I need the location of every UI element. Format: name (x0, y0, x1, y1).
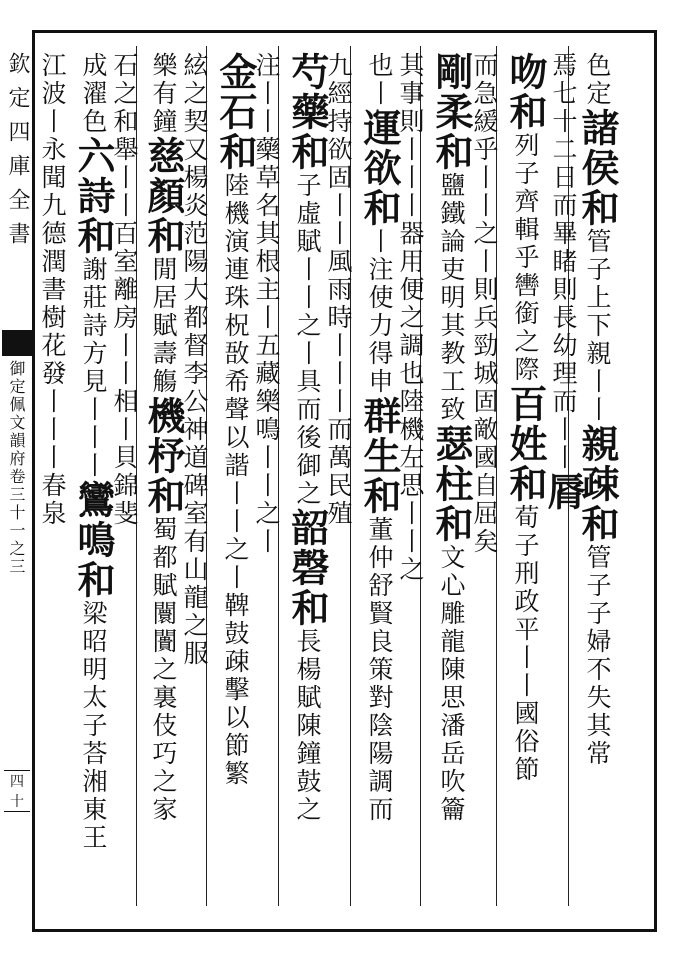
citation-text: 子虛賦丨丨之丨具而後御之 (293, 172, 322, 508)
citation-text: 管子子婦不失其常 (583, 544, 612, 768)
headword: 剛柔和 (429, 52, 474, 172)
citation-text: 蜀都賦闤闠之裏伎巧之家 (149, 516, 178, 824)
headword: 諸侯和 (575, 108, 620, 228)
citation-text: 長楊賦陳鐘鼓之 (293, 628, 322, 824)
citation-text: 荀子刑政平丨丨國俗節 (511, 504, 540, 784)
citation-text: 七十二日而畢睹 (549, 80, 578, 276)
headword: 百姓和 (503, 384, 548, 504)
citation-text: 焉 (549, 52, 578, 80)
citation-text: 石之和 (110, 52, 139, 136)
text-column (472, 52, 497, 556)
citation-text: 其事則丨丨丨器用便 (396, 52, 425, 304)
citation-text: 九經持欲固丨丨 (324, 52, 353, 248)
text-column (71, 52, 116, 852)
page-number: 四十 (4, 770, 30, 812)
text-column (285, 52, 330, 824)
book-title: 欽定四庫全書 (5, 52, 30, 256)
text-column (112, 52, 137, 528)
citation-text: 之調也陸機左思丨丨之 (396, 304, 425, 584)
citation-text: 舉丨丨 (110, 136, 139, 220)
headword: 芍藥和 (285, 52, 330, 172)
citation-text: 絃之契又楊炎范陽大都督李公神道碑室有山龍之服 (180, 52, 209, 668)
text-column (429, 52, 474, 824)
citation-text: 董仲舒賢良策對陰陽調而 (365, 516, 394, 824)
citation-text: 謝莊詩方見丨丨丨 (79, 256, 108, 480)
fishtail-mark (2, 330, 32, 356)
text-column (575, 52, 620, 768)
citation-text: 文心雕龍陳思潘岳吹籥 (437, 544, 466, 824)
citation-text: 則兵勁城固敵國自屈矣 (470, 276, 499, 556)
headword: 脣 (541, 472, 586, 512)
citation-text: 樂有鐘 (149, 52, 178, 136)
citation-text: 丨永聞九德潤 (38, 108, 67, 276)
citation-text: 風雨時丨丨丨而萬民殖 (324, 248, 353, 528)
citation-text: 閒居賦壽觴 (149, 256, 178, 396)
citation-text: 書樹花發丨丨丨春泉 (38, 276, 67, 528)
headword: 機杼和 (141, 396, 186, 516)
citation-text: 陸機演連珠柷敔希聲以諧丨丨之丨 (221, 172, 250, 592)
headword: 六詩和 (71, 136, 116, 256)
citation-text: 江波 (38, 52, 67, 108)
citation-text: 鹽鐵論吏明其教工致 (437, 172, 466, 424)
citation-text: 而急緩乎丨丨之丨 (470, 52, 499, 276)
citation-text: 色定 (583, 52, 612, 108)
citation-text: 則長幼理而丨丨 (549, 276, 578, 472)
citation-text: 梁昭明太子荅湘東王 (79, 600, 108, 852)
page-margin (2, 40, 32, 920)
text-column (541, 52, 586, 512)
citation-text: 成濯色 (79, 52, 108, 136)
citation-text: 也丨 (365, 52, 394, 108)
headword: 金石和 (213, 52, 258, 172)
headword: 運欲和 (357, 108, 402, 228)
headword: 親疎和 (575, 424, 620, 544)
text-column (213, 52, 258, 788)
text-column (503, 52, 548, 784)
headword: 慈顏和 (141, 136, 186, 256)
headword: 瑟柱和 (429, 424, 474, 544)
headword: 群生和 (357, 396, 402, 516)
headword: 韶磬和 (285, 508, 330, 628)
text-column (40, 52, 65, 528)
citation-text: 丨注使力得申 (365, 228, 394, 396)
citation-text: 百室離房丨丨相丨貝錦斐 (110, 220, 139, 528)
text-column (357, 52, 402, 824)
citation-text: 樂鳴丨丨之丨 (252, 388, 281, 556)
chapter-label: 御定佩文韻府卷三十一之三 (7, 360, 26, 576)
headword: 吻和 (503, 52, 548, 132)
citation-text: 管子上下親丨丨 (583, 228, 612, 424)
text-column (141, 52, 186, 824)
citation-text: 注丨丨藥草名其根主丨五藏 (252, 52, 281, 388)
citation-text: 鞞鼓疎擊以節繁 (221, 592, 250, 788)
citation-text: 列子齊輯乎轡銜之際 (511, 132, 540, 384)
headword: 鸞鳴和 (71, 480, 116, 600)
